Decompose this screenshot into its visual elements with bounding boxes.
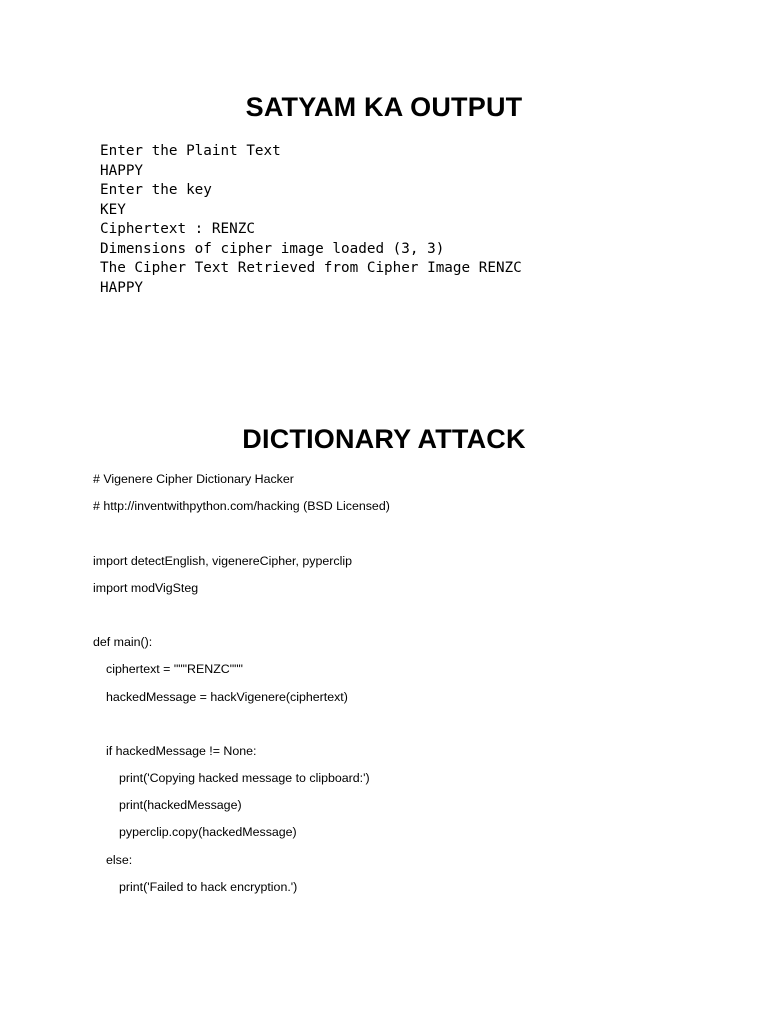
console-line: Enter the key	[100, 182, 212, 198]
console-line: HAPPY	[100, 162, 144, 179]
code-line: print('Failed to hack encryption.')	[119, 879, 298, 894]
code-line: # Vigenere Cipher Dictionary Hacker	[93, 472, 294, 486]
code-line: pyperclip.copy(hackedMessage)	[119, 825, 297, 840]
code-line: print('Copying hacked message to clipboard:')	[119, 771, 370, 786]
code-blank-line	[93, 524, 390, 551]
attack-heading: DICTIONARY ATTACK	[242, 424, 526, 454]
code-line: # http://inventwithpython.com/hacking (BSD Licensed)	[93, 499, 390, 514]
code-line: else:	[106, 852, 133, 867]
console-line: KEY	[100, 201, 126, 218]
console-line: Enter the Plaint Text	[100, 143, 281, 159]
code-line: print(hackedMessage)	[119, 798, 242, 813]
code-blank-line	[93, 606, 390, 633]
code-line: def main():	[93, 635, 153, 650]
code-line: import modVigSteg	[93, 580, 199, 595]
console-line: The Cipher Text Retrieved from Cipher Image RENZC	[100, 260, 522, 276]
code-blank-line	[93, 715, 390, 742]
code-listing	[93, 470, 390, 905]
output-heading: SATYAM KA OUTPUT	[245, 92, 523, 122]
code-line: import detectEnglish, vigenereCipher, pyperclip	[93, 553, 352, 568]
console-output-block	[100, 142, 522, 298]
code-line: if hackedMessage != None:	[106, 743, 257, 758]
console-line: HAPPY	[100, 279, 144, 296]
code-line: hackedMessage = hackVigenere(ciphertext)	[106, 689, 348, 704]
code-line: ciphertext = """RENZC"""	[106, 662, 243, 677]
console-line: Dimensions of cipher image loaded (3, 3)	[100, 240, 445, 257]
console-line: Ciphertext : RENZC	[100, 221, 255, 237]
